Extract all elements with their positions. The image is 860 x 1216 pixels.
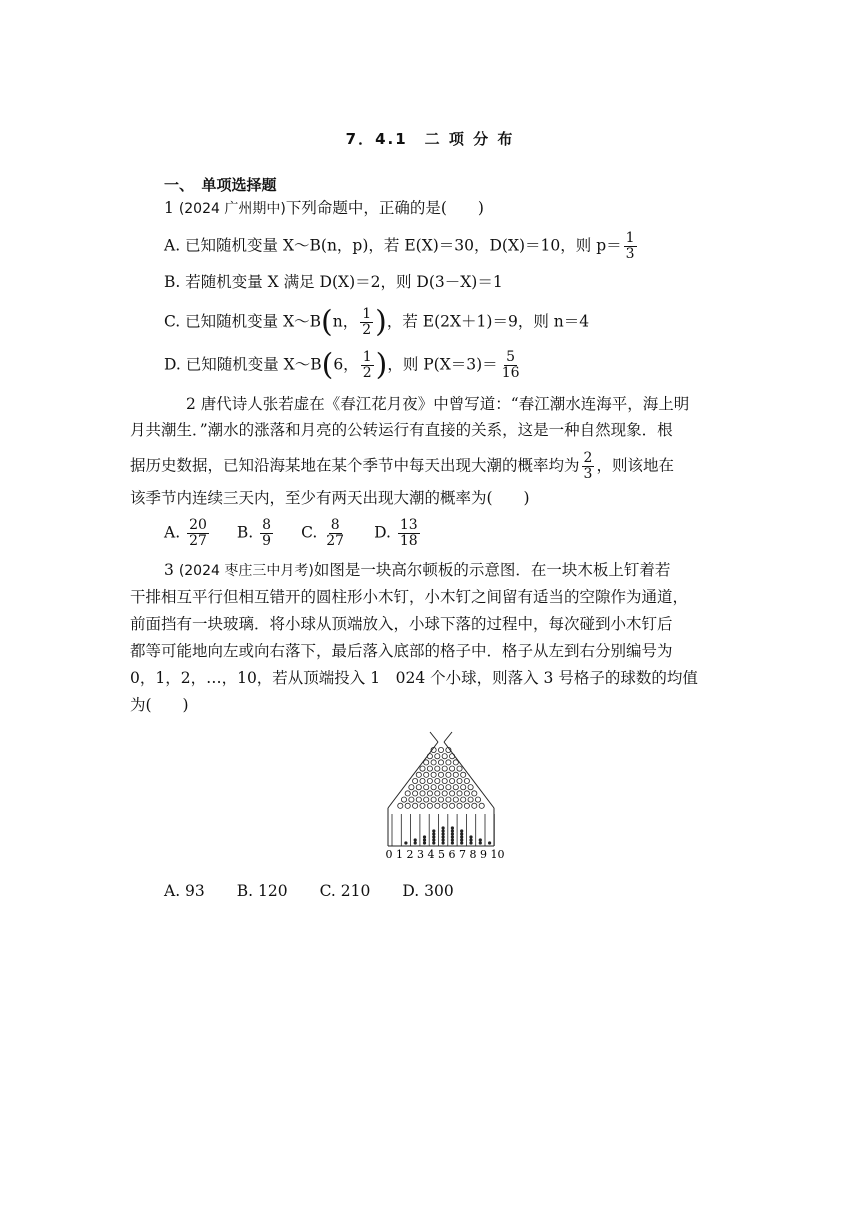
peg <box>450 754 455 759</box>
peg <box>475 797 480 802</box>
peg <box>468 785 473 790</box>
peg <box>450 803 455 808</box>
peg <box>468 797 473 802</box>
q3-line-2: 干排相互平行但相互错开的圆柱形小木钉，小木钉之间留有适当的空隙作为通道， <box>130 588 689 606</box>
fraction: $\frac{2}{3}$ <box>583 450 593 482</box>
ball <box>442 832 445 835</box>
galton-slot-labels: 0 1 2 3 4 5 6 7 8 9 10 <box>385 848 505 861</box>
peg <box>413 791 418 796</box>
q2-option-b[interactable]: B. $\frac{8}{9}$ <box>236 517 272 549</box>
peg <box>431 760 436 765</box>
ball <box>432 841 435 844</box>
fraction: $\frac{1}{2}$ <box>362 306 372 338</box>
peg <box>446 772 451 777</box>
ball <box>469 838 472 841</box>
ball <box>414 841 417 844</box>
peg <box>461 772 466 777</box>
peg <box>472 791 477 796</box>
peg <box>442 778 447 783</box>
peg <box>409 797 414 802</box>
q1-stem-text: 下列命题中，正确的是( ) <box>285 199 484 217</box>
peg <box>427 791 432 796</box>
ball <box>423 841 426 844</box>
q2-options <box>164 518 422 549</box>
peg <box>450 766 455 771</box>
ball <box>469 841 472 844</box>
peg <box>464 803 469 808</box>
ball <box>442 829 445 832</box>
peg <box>435 754 440 759</box>
q3-option-a[interactable]: A. 93 <box>164 882 205 900</box>
q3-option-b[interactable]: B. 120 <box>236 882 288 900</box>
fraction: $\frac{5}{16}$ <box>501 349 520 381</box>
ball <box>432 829 435 832</box>
q3-option-c[interactable]: C. 210 <box>319 882 371 900</box>
peg <box>431 772 436 777</box>
peg <box>435 766 440 771</box>
peg <box>427 766 432 771</box>
peg <box>398 803 403 808</box>
peg <box>453 797 458 802</box>
ball <box>479 838 482 841</box>
q1-stem <box>164 197 484 220</box>
q3-options <box>164 880 454 902</box>
peg <box>427 778 432 783</box>
peg <box>405 803 410 808</box>
peg <box>435 791 440 796</box>
ball <box>479 841 482 844</box>
peg <box>431 785 436 790</box>
q3-line-4: 都等可能地向左或向右落下，最后落入底部的格子中．格子从左到右分别编号为 <box>130 642 673 660</box>
ball <box>460 829 463 832</box>
peg <box>442 791 447 796</box>
ball <box>488 841 491 844</box>
q1-option-d-mid: ，则 P(X＝3)＝ <box>387 355 498 374</box>
section-heading: 一、 单项选择题 <box>164 176 277 194</box>
peg <box>427 803 432 808</box>
peg <box>479 803 484 808</box>
q1-option-d-prefix: D. 已知随机变量 X～B <box>164 355 322 374</box>
q3-source: (2024 枣庄三中月考) <box>178 563 314 579</box>
q1-option-a-text: A. 已知随机变量 X～B(n，p)，若 E(X)＝30，D(X)＝10，则 p＝ <box>164 236 622 255</box>
ball <box>460 838 463 841</box>
peg <box>424 760 429 765</box>
q2-line-3-suffix: ，则该地在 <box>596 456 674 475</box>
peg <box>472 803 477 808</box>
peg <box>420 766 425 771</box>
fraction: $\frac{1}{2}$ <box>362 349 372 381</box>
q1-number: 1 <box>164 199 174 217</box>
peg <box>464 791 469 796</box>
ball <box>451 841 454 844</box>
ball <box>414 838 417 841</box>
q3-number: 3 <box>164 561 174 579</box>
peg <box>442 754 447 759</box>
ball <box>423 838 426 841</box>
peg <box>442 766 447 771</box>
funnel-left <box>430 732 438 742</box>
peg <box>424 772 429 777</box>
peg <box>457 766 462 771</box>
peg <box>420 803 425 808</box>
peg <box>435 803 440 808</box>
ball <box>442 835 445 838</box>
peg <box>450 778 455 783</box>
peg <box>416 797 421 802</box>
q2-option-a[interactable]: A. $\frac{20}{27}$ <box>164 517 207 549</box>
q1-option-c-inner: n， <box>332 312 359 331</box>
peg <box>420 778 425 783</box>
ball <box>451 826 454 829</box>
peg <box>453 760 458 765</box>
ball <box>451 835 454 838</box>
ball <box>442 838 445 841</box>
peg <box>427 754 432 759</box>
ball <box>469 835 472 838</box>
board-left-edge <box>388 742 438 808</box>
peg <box>461 785 466 790</box>
ball <box>404 841 407 844</box>
peg <box>405 791 410 796</box>
peg <box>413 778 418 783</box>
q1-option-b[interactable] <box>164 271 503 293</box>
galton-board-figure <box>380 730 510 865</box>
q2-line-1: 2 唐代诗人张若虚在《春江花月夜》中曾写道：“春江潮水连海平，海上明 <box>186 395 690 413</box>
peg <box>413 803 418 808</box>
q2-line-3-text: 据历史数据，已知沿海某地在某个季节中每天出现大潮的概率均为 <box>130 456 580 475</box>
peg <box>438 772 443 777</box>
ball <box>451 832 454 835</box>
peg <box>438 785 443 790</box>
peg <box>401 797 406 802</box>
peg <box>457 778 462 783</box>
peg <box>457 791 462 796</box>
q3-line-1-text: 如图是一块高尔顿板的示意图．在一块木板上钉着若 <box>313 561 671 579</box>
peg <box>420 791 425 796</box>
peg <box>461 797 466 802</box>
ball <box>432 838 435 841</box>
board-right-edge <box>444 742 494 808</box>
ball <box>451 829 454 832</box>
ball <box>432 832 435 835</box>
q1-option-d[interactable]: D. 已知随机变量 X～B(6， $\frac{1}{2}$ )，则 P(X＝3)＝ $\frac{5}{16}$ <box>164 347 520 383</box>
peg <box>424 785 429 790</box>
ball <box>432 835 435 838</box>
q1-option-c-suffix: ，若 E(2X＋1)＝9，则 n＝4 <box>386 312 590 331</box>
ball <box>423 835 426 838</box>
q3-line-3: 前面挡有一块玻璃．将小球从顶端放入，小球下落的过程中，每次碰到小木钉后 <box>130 615 673 633</box>
q2-option-d[interactable]: D. $\frac{13}{18}$ <box>374 517 418 549</box>
ball <box>442 841 445 844</box>
q2-line-3 <box>130 451 674 482</box>
peg <box>438 747 443 752</box>
q2-line-2: 月共潮生．”潮水的涨落和月亮的公转运行有直接的关系，这是一种自然现象．根 <box>130 421 673 439</box>
q3-line-6: 为( ) <box>130 696 189 714</box>
peg <box>453 785 458 790</box>
peg <box>442 803 447 808</box>
q3-line-5: 0，1，2，…，10，若从顶端投入 1 024 个小球，则落入 3 号格子的球数的均值 <box>130 669 698 687</box>
q2-option-c[interactable]: C. $\frac{8}{27}$ <box>301 517 345 549</box>
peg <box>416 772 421 777</box>
ball <box>451 838 454 841</box>
peg <box>409 785 414 790</box>
ball <box>460 832 463 835</box>
peg <box>438 797 443 802</box>
ball <box>460 835 463 838</box>
peg <box>446 785 451 790</box>
ball <box>460 841 463 844</box>
fraction: $\frac{1}{3}$ <box>625 230 635 262</box>
q1-option-b-text: B. 若随机变量 X 满足 D(X)＝2，则 D(3－X)＝1 <box>164 273 503 291</box>
q3-option-d[interactable]: D. 300 <box>402 882 454 900</box>
page-title: 7．4.1 二 项 分 布 <box>345 130 515 148</box>
q3-line-1 <box>164 559 670 582</box>
peg <box>453 772 458 777</box>
q1-option-c-prefix: C. 已知随机变量 X～B <box>164 312 322 331</box>
ball <box>442 826 445 829</box>
peg <box>450 791 455 796</box>
peg <box>446 760 451 765</box>
peg <box>431 797 436 802</box>
q1-source: (2024 广州期中) <box>178 201 286 217</box>
peg <box>435 778 440 783</box>
q1-option-a[interactable] <box>164 231 639 262</box>
q1-option-d-inner: 6， <box>333 355 359 374</box>
peg <box>464 778 469 783</box>
peg <box>438 760 443 765</box>
q2-line-4: 该季节内连续三天内，至少有两天出现大潮的概率为( ) <box>130 489 530 507</box>
funnel-right <box>444 732 452 742</box>
peg <box>457 803 462 808</box>
peg <box>416 785 421 790</box>
peg <box>424 797 429 802</box>
q1-option-c[interactable]: C. 已知随机变量 X～B(n， $\frac{1}{2}$ )，若 E(2X＋1)＝9，则 n＝4 <box>164 304 590 340</box>
peg <box>446 797 451 802</box>
